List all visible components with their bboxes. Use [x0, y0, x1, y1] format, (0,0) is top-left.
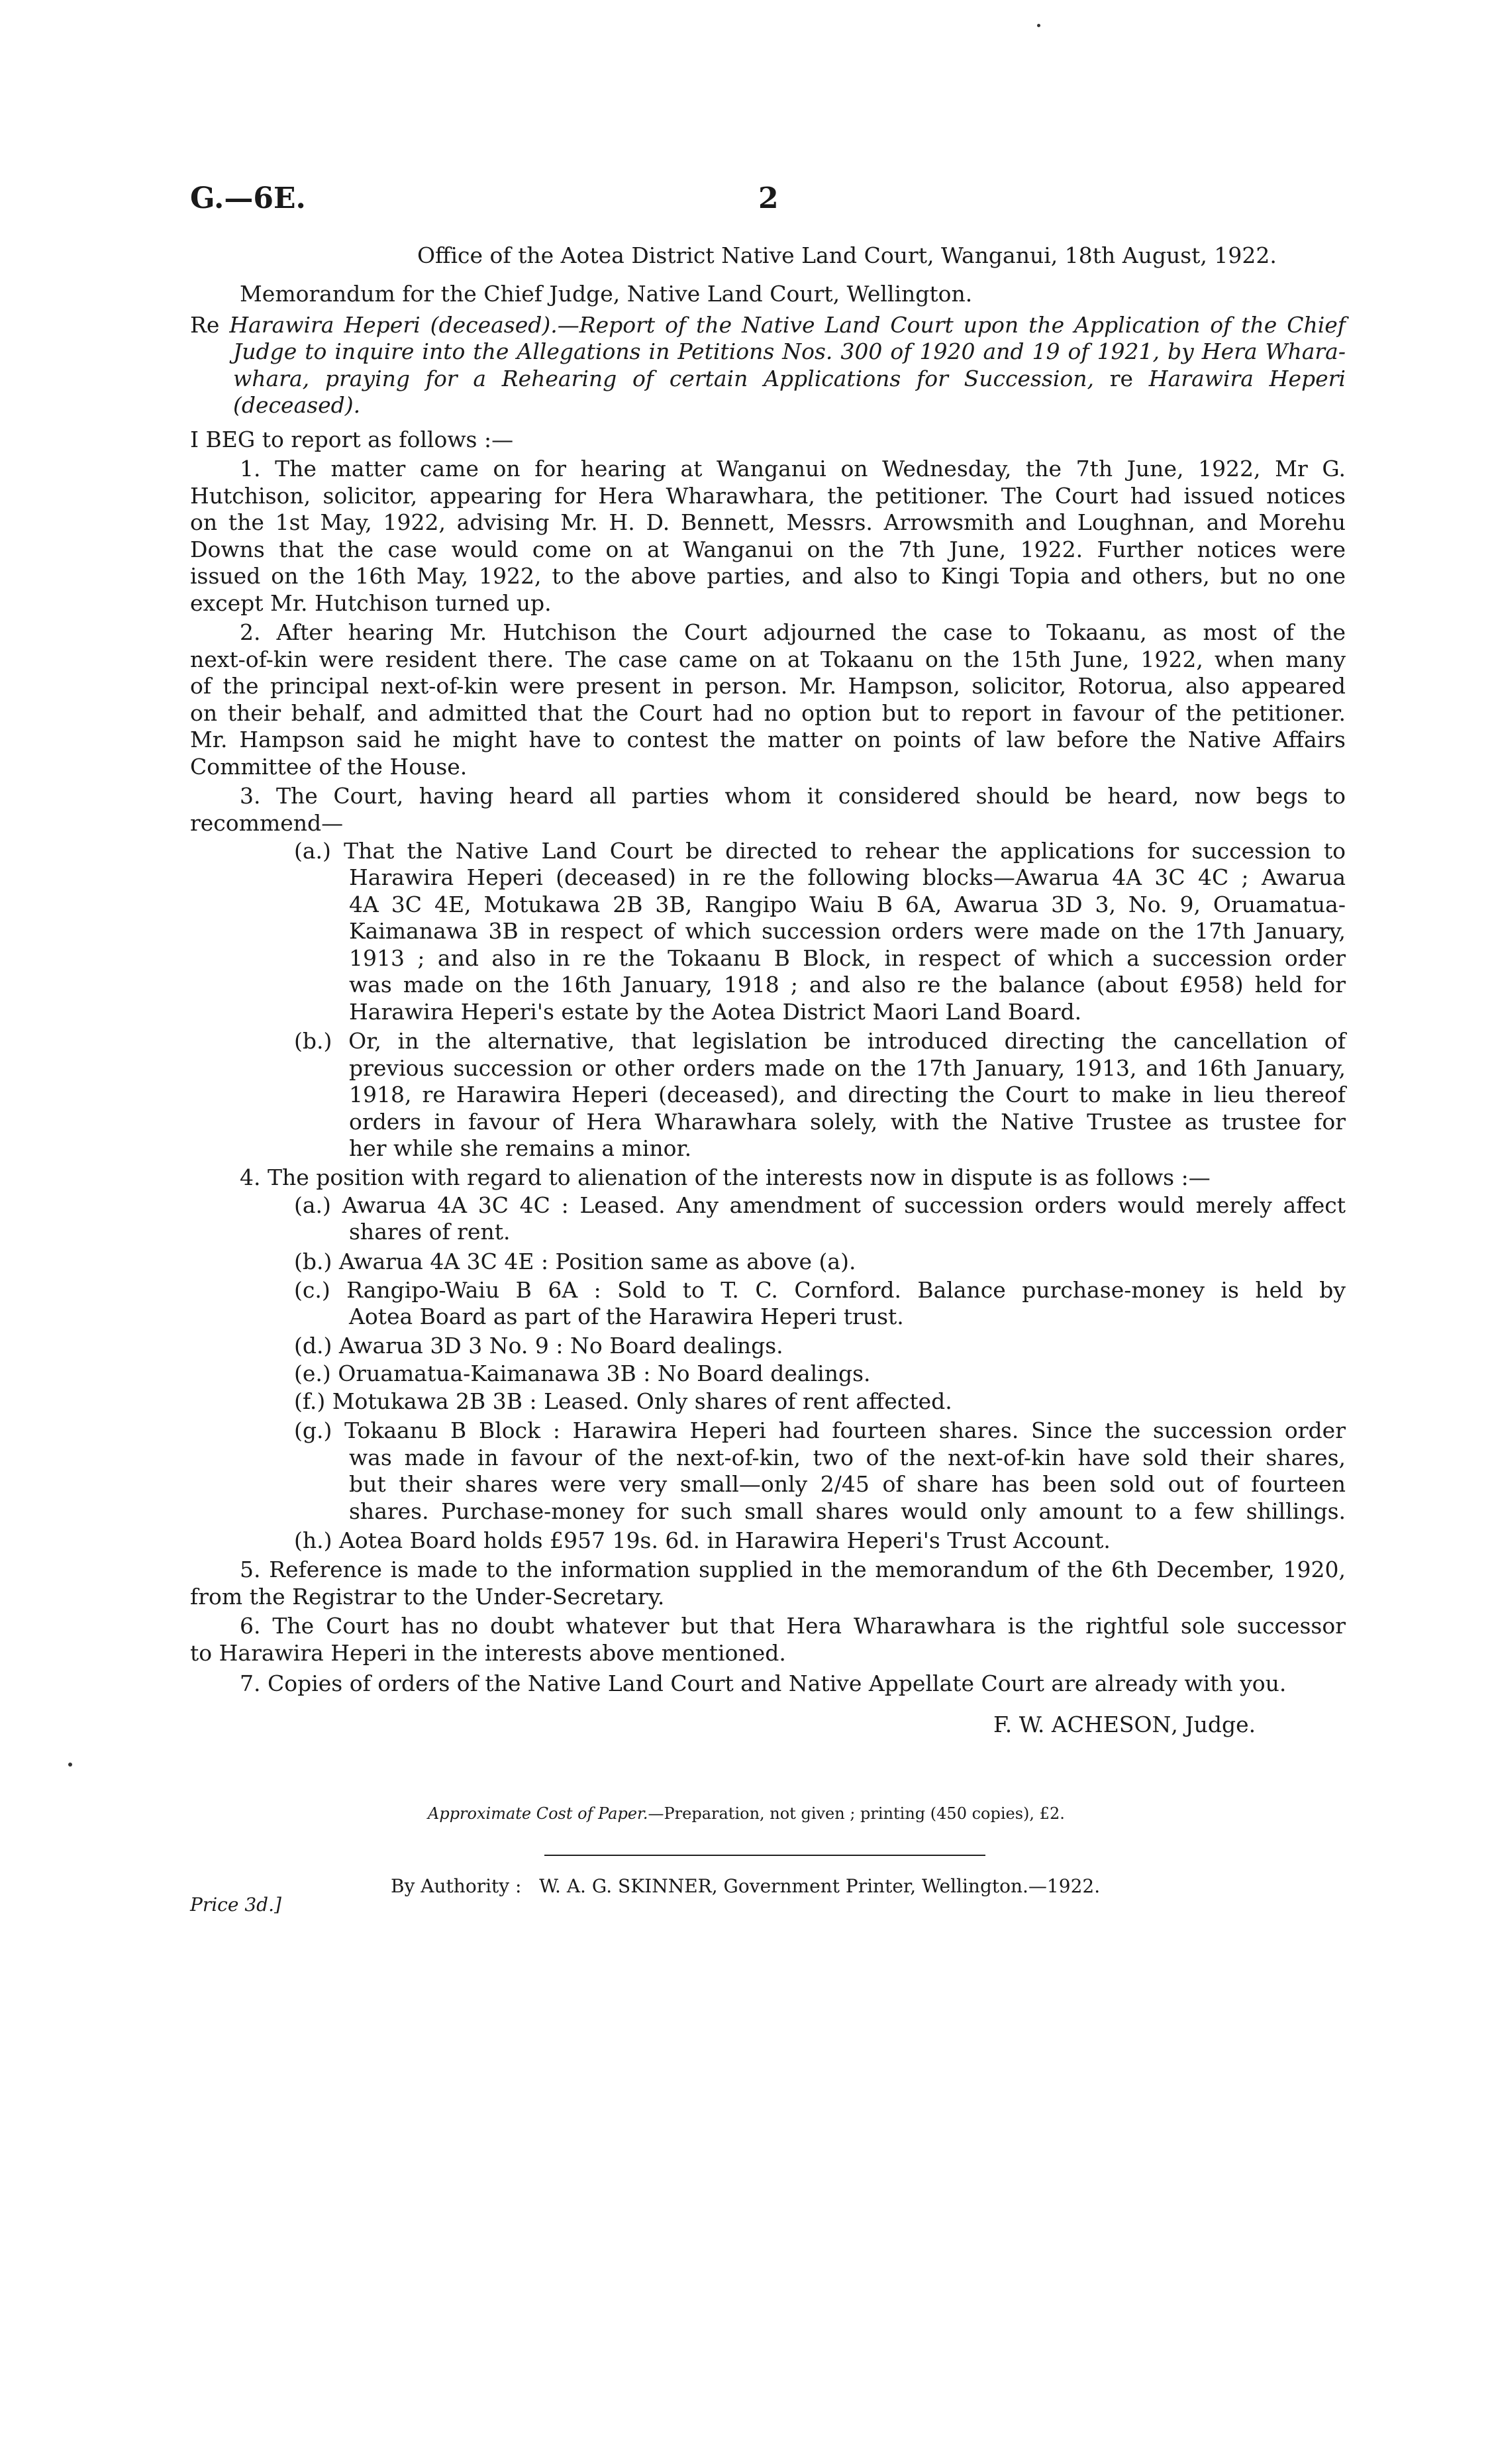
p1-line: Hutchison, solicitor, appearing for Hera Wharawhara, the petitioner. The Court had issued notices: [190, 483, 1346, 509]
re-line-4: (deceased).: [233, 392, 361, 418]
paragraph-4h: (h.) Aotea Board holds £957 19s. 6d. in Harawira Heperi's Trust Account.: [294, 1527, 1111, 1553]
p4g-line: but their shares were very small—only 2/45 of share has been sold out of fourteen: [349, 1471, 1346, 1497]
p3-line: 3. The Court, having heard all parties whom it considered should be heard, now begs to: [240, 783, 1346, 809]
p3a-line: Harawira Heperi's estate by the Aotea District Maori Land Board.: [349, 999, 1082, 1025]
p2-line: of the principal next-of-kin were present in person. Mr. Hampson, solicitor, Rotorua, also appeared: [190, 673, 1346, 699]
p3b-line: orders in favour of Hera Wharawhara solely, with the Native Trustee as trustee for: [349, 1109, 1346, 1135]
footer-rule: [544, 1855, 985, 1856]
p3a-line: Harawira Heperi (deceased) in re the following blocks—Awarua 4A 3C 4C ; Awarua: [349, 864, 1346, 890]
p6-line: 6. The Court has no doubt whatever but that Hera Wharawhara is the rightful sole successor: [240, 1613, 1346, 1639]
p4c-line: Aotea Board as part of the Harawira Heperi trust.: [349, 1304, 904, 1329]
re-line-1: Re Harawira Heperi (deceased).—Report of the Native Land Court upon the Application of the Chief: [190, 312, 1346, 338]
p4g-line: (g.) Tokaanu B Block : Harawira Heperi had fourteen shares. Since the succession order: [294, 1417, 1346, 1443]
p1-line: except Mr. Hutchison turned up.: [190, 590, 552, 616]
p1-line: Downs that the case would come on at Wanganui on the 7th June, 1922. Further notices were: [190, 537, 1346, 562]
p2-line: 2. After hearing Mr. Hutchison the Court adjourned the case to Tokaanu, as most of the: [240, 619, 1346, 645]
re-line-3: whara, praying for a Rehearing of certain Applications for Succession, re Harawira Heperi: [233, 366, 1346, 391]
paragraph-4f: (f.) Motukawa 2B 3B : Leased. Only shares of rent affected.: [294, 1388, 952, 1414]
office-line: Office of the Aotea District Native Land Court, Wanganui, 18th August, 1922.: [417, 242, 1277, 268]
p3a-line: (a.) That the Native Land Court be directed to rehear the applications for succession to: [294, 838, 1346, 864]
p4a-line: shares of rent.: [349, 1219, 511, 1245]
p3b-line: her while she remains a minor.: [349, 1135, 692, 1161]
p3b-line: 1918, re Harawira Heperi (deceased), and directing the Court to make in lieu thereof: [349, 1082, 1346, 1107]
p1-line: issued on the 16th May, 1922, to the above parties, and also to Kingi Topia and others, but no one: [190, 563, 1346, 589]
cost-note: Approximate Cost of Paper.—Preparation, not given ; printing (450 copies), £2.: [428, 1804, 1065, 1823]
page-number: 2: [758, 181, 779, 215]
signature: F. W. ACHESON, Judge.: [993, 1712, 1256, 1737]
price-label: Price 3d.]: [190, 1894, 281, 1916]
paragraph-4e: (e.) Oruamatua-Kaimanawa 3B : No Board dealings.: [294, 1360, 871, 1386]
p2-line: next-of-kin were resident there. The case came on at Tokaanu on the 15th June, 1922, when many: [190, 646, 1346, 672]
speck-margin: [68, 1763, 72, 1767]
p3b-line: (b.) Or, in the alternative, that legislation be introduced directing the cancellation of: [294, 1028, 1346, 1054]
memo-line: Memorandum for the Chief Judge, Native Land Court, Wellington.: [240, 281, 973, 307]
p3a-line: 4A 3C 4E, Motukawa 2B 3B, Rangipo Waiu B 6A, Awarua 3D 3, No. 9, Oruamatua-: [349, 892, 1346, 917]
series-label: G.—6E.: [190, 181, 306, 215]
p3-line: recommend—: [190, 810, 344, 836]
p4g-line: shares. Purchase-money for such small shares would only amount to a few shillings.: [349, 1498, 1346, 1524]
p3a-line: was made on the 16th January, 1918 ; and also re the balance (about £958) held for: [349, 972, 1346, 998]
p4c-line: (c.) Rangipo-Waiu B 6A : Sold to T. C. Cornford. Balance purchase-money is held by: [294, 1277, 1346, 1303]
p1-line: 1. The matter came on for hearing at Wanganui on Wednesday, the 7th June, 1922, Mr G.: [240, 456, 1346, 482]
paragraph-7: 7. Copies of orders of the Native Land Court and Native Appellate Court are already with you.: [240, 1670, 1287, 1696]
intro-line: I BEG to report as follows :—: [190, 427, 514, 452]
p6-line: to Harawira Heperi in the interests above mentioned.: [190, 1640, 786, 1666]
p5-line: 5. Reference is made to the information supplied in the memorandum of the 6th December, 1920,: [240, 1557, 1346, 1582]
p2-line: Committee of the House.: [190, 754, 468, 780]
paragraph-4: 4. The position with regard to alienation of the interests now in dispute is as follows :—: [240, 1164, 1211, 1190]
p5-line: from the Registrar to the Under-Secretary.: [190, 1584, 665, 1610]
p4a-line: (a.) Awarua 4A 3C 4C : Leased. Any amendment of succession orders would merely affect: [294, 1192, 1346, 1218]
speck-top: [1037, 24, 1040, 27]
p3a-line: 1913 ; and also in re the Tokaanu B Block, in respect of which a succession order: [349, 945, 1346, 971]
authority-line: By Authority : W. A. G. SKINNER, Government Printer, Wellington.—1922.: [391, 1875, 1101, 1897]
p2-line: Mr. Hampson said he might have to contest the matter on points of law before the Native Affairs: [190, 727, 1346, 752]
re-line-2: Judge to inquire into the Allegations in Petitions Nos. 300 of 1920 and 19 of 1921, by Hera Whara-: [233, 338, 1346, 364]
paragraph-4d: (d.) Awarua 3D 3 No. 9 : No Board dealings.: [294, 1333, 783, 1359]
p1-line: on the 1st May, 1922, advising Mr. H. D. Bennett, Messrs. Arrowsmith and Loughnan, and Morehu: [190, 509, 1346, 535]
p4g-line: was made in favour of the next-of-kin, two of the next-of-kin have sold their shares,: [349, 1445, 1346, 1470]
p2-line: on their behalf, and admitted that the Court had no option but to report in favour of the petitioner.: [190, 700, 1346, 726]
p3a-line: Kaimanawa 3B in respect of which succession orders were made on the 17th January,: [349, 918, 1346, 944]
p3b-line: previous succession or other orders made on the 17th January, 1913, and 16th January,: [349, 1055, 1346, 1081]
paragraph-4b: (b.) Awarua 4A 3C 4E : Position same as above (a).: [294, 1249, 856, 1274]
